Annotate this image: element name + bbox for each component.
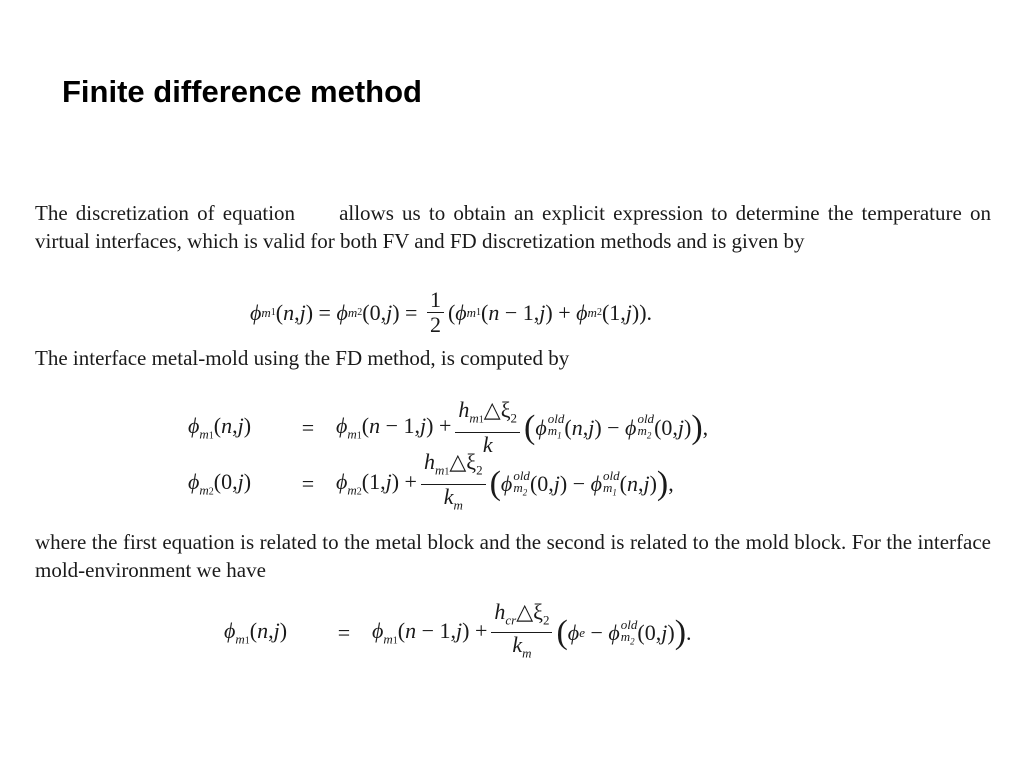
paragraph-discretization-part2: allows us to obtain an explicit expression to determine the temperature on virtual interfaces, which is valid for both FV and FD discretization methods and is given by: [35, 201, 991, 253]
paragraph-discretization: [35, 199, 991, 255]
paragraph-mold-environment: where the first equation is related to the metal block and the second is related to the mold block. For the interface mold-environment we have: [35, 530, 991, 582]
equation-mold-block: $\phi_{m2}(0,j)$ = $\phi_{m2}(1,j)$ + $\frac{h_{m1}\triangle\xi_2}{k_m}$ ( ϕ old $m_2$ (0, j ) − ϕ old $m_1$ ( n , j ) ) ,: [188, 449, 674, 513]
equation-mold-environment: $\phi_{m1}(n,j)$ = $\phi_{m1}(n - 1,j)$ + $\frac{h_{cr}\triangle\xi_2}{k_m}$ ( ϕ e − ϕ old $m_2$ (0, j ) ) .: [224, 599, 692, 661]
equation-virtual-interface: ϕ m 1 ( n , j ) = ϕ m 2 (0, j ) = $\frac{1}{2}$ ( ϕ m 1 ( n − 1, j ) + ϕ m 2 (1, j )).: [250, 287, 653, 337]
equation-metal-block: $\phi_{m1}(n,j)$ = $\phi_{m1}(n - 1,j)$ + $\frac{h_{m1}\triangle\xi_2}{k}$ ( ϕ old $m_1$ ( n , j ) − ϕ old $m_2$ (0, j ) ) ,: [188, 397, 709, 458]
slide-title: Finite difference method: [62, 74, 422, 109]
paragraph-discretization-part1: The discretization of equation: [35, 201, 296, 225]
paragraph-metal-mold: The interface metal-mold using the FD method, is computed by: [35, 346, 570, 370]
